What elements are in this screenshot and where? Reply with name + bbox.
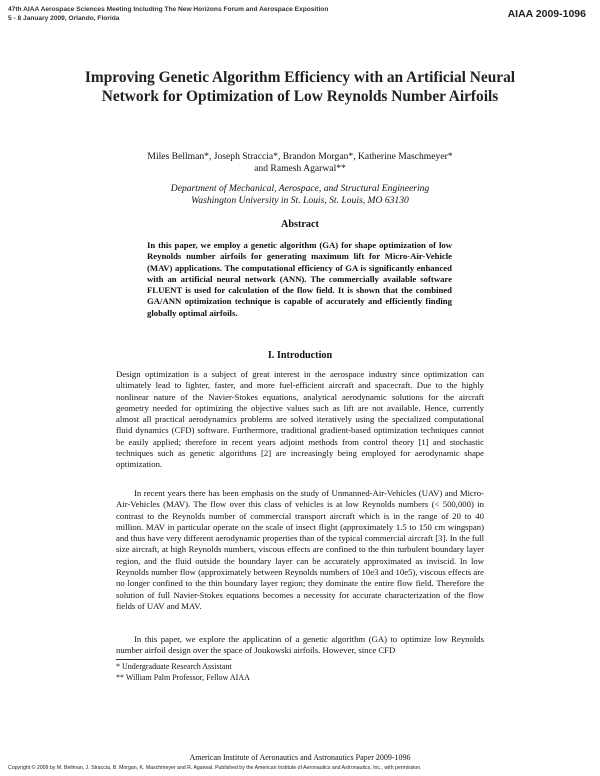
footnote-1: * Undergraduate Research Assistant (116, 662, 232, 671)
footnote-2: ** William Palm Professor, Fellow AIAA (116, 673, 250, 682)
affiliation-line-1: Department of Mechanical, Aerospace, and Structural Engineering (170, 183, 430, 194)
abstract-heading: Abstract (281, 219, 319, 230)
paper-title: Improving Genetic Algorithm Efficiency with an Artificial Neural Network for Optimization of Low Reynolds Number Airfoils (84, 69, 516, 105)
page-footer: American Institute of Aeronautics and Astronautics Paper 2009-1096 (189, 753, 411, 762)
affiliation-line-2: Washington University in St. Louis, St. Louis, MO 63130 (191, 195, 409, 206)
author-list (90, 151, 510, 175)
conference-line-2: 5 - 8 January 2009, Orlando, Florida (8, 14, 120, 22)
paper-number: AIAA 2009-1096 (507, 8, 586, 20)
intro-paragraph-3: In this paper, we explore the application of a genetic algorithm (GA) to optimize low Reynolds number airfoil design over the space of Joukowski airfoils. However, since CFD (116, 634, 484, 656)
authors-line-1: Miles Bellman*, Joseph Straccia*, Brandon Morgan*, Katherine Maschmeyer* (147, 151, 453, 162)
footnote-divider (116, 659, 231, 660)
conference-header (8, 6, 328, 23)
authors-line-2: and Ramesh Agarwal** (254, 163, 346, 174)
affiliation (90, 183, 510, 207)
conference-line-1: 47th AIAA Aerospace Sciences Meeting Including The New Horizons Forum and Aerospace Exposition (8, 6, 329, 13)
abstract-text: In this paper, we employ a genetic algorithm (GA) for shape optimization of low Reynolds number airfoils for generating maximum lift for Micro-Air-Vehicle (MAV) applications. The computational efficiency of GA is significantly enhanced with an artificial neural network (ANN). The commercially available software FLUENT is used for calculation of the flow field. It is shown that the combined GA/ANN optimization technique is capable of accurately and efficiently finding globally optimal airfoils. (147, 240, 452, 318)
intro-paragraph-1: Design optimization is a subject of great interest in the aerospace industry since optimization can ultimately lead to lighter, faster, and more fuel-efficient aircraft and spacecraft. Due to the highly nonlinear nature of the Navier-Stokes equations, analytical aerodynamic solutions for the aircraft geometry needed for optimizing the objective values such as lift are not available. Hence, currently almost all practical aerodynamics problems are solved iteratively using the specialized computational fluid dynamics (CFD) software. Furthermore, traditional gradient-based optimization techniques cannot be easily applied; therefore in recent years adjoint methods from control theory [1] and stochastic techniques such as genetic algorithms [2] are increasingly being employed for aerodynamic shape optimization. (116, 369, 484, 470)
intro-paragraph-2: In recent years there has been emphasis on the study of Unmanned-Air-Vehicles (UAV) and Micro-Air-Vehicles (MAV). The flow over this class of vehicles is at low Reynolds numbers (< 500,000) in contrast to the Reynolds number of commercial transport aircraft which is in the range of 20 to 40 million. MAV in particular operate on the scale of insect flight (approximately 1.5 to 150 cm wingspan) and thus have very different aerodynamic properties than of the typical commercial aircraft [3]. In the full size aircraft, at high Reynolds numbers, viscous effects are confined to the thin turbulent boundary layer region, and the fluid outside the boundary layer can be accurately approximated as inviscid. In low Reynolds number flow (approximately between Reynolds numbers of 10e3 and 10e5), viscous effects are no longer confined to the thin boundary layer region; they dominate the entire flow field. Therefore the solution of full Navier-Stokes equations becomes a necessity for accurate characterization of the flow fields of UAV and MAV. (116, 488, 484, 611)
copyright-notice: Copyright © 2009 by M. Bellman, J. Straccia, B. Morgan, K. Maschmeyer and R. Agarwal. Published by the American Institute of Aeronautics and Astronautics, Inc., with permission. (8, 765, 422, 771)
section-heading-introduction: I. Introduction (267, 350, 333, 361)
